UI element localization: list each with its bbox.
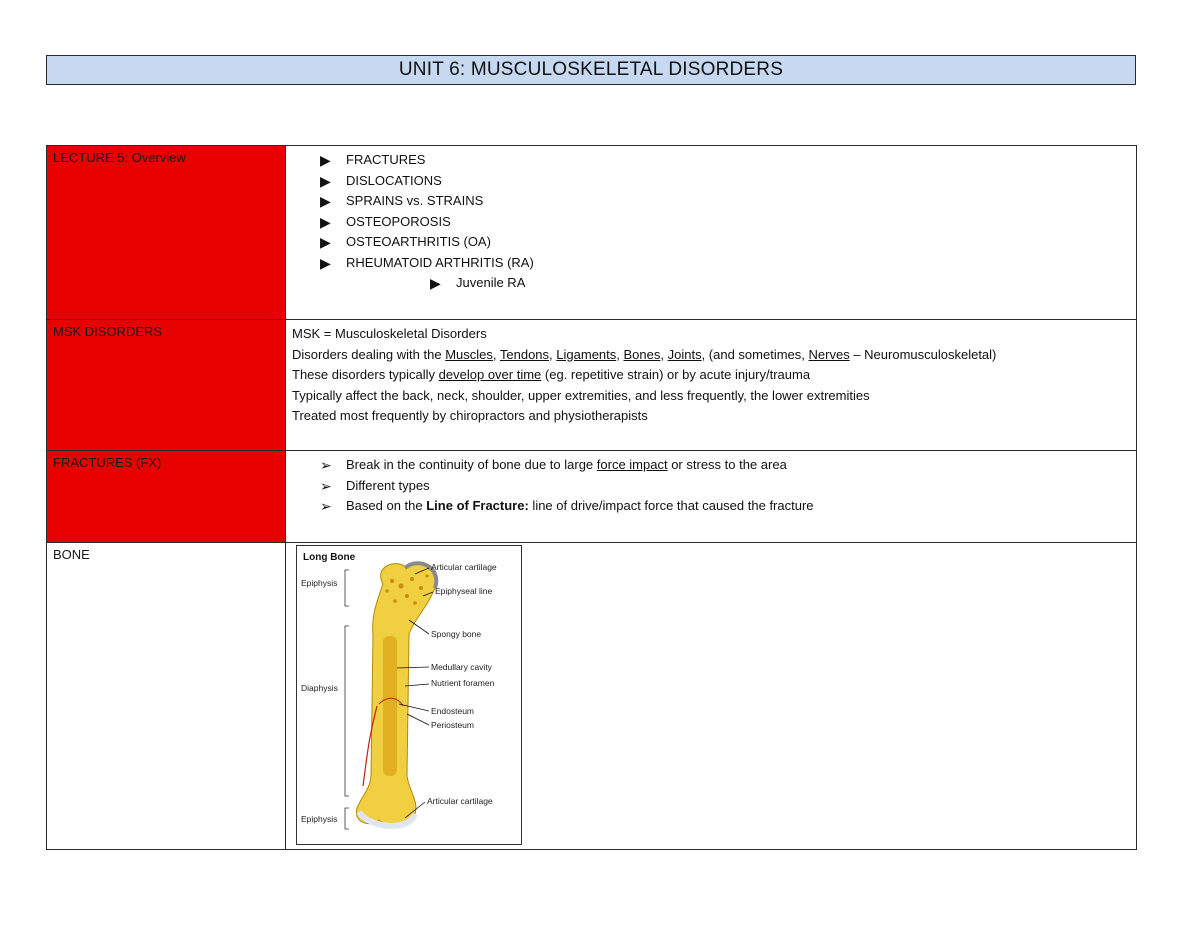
long-bone-illustration xyxy=(297,546,518,841)
label-articular-bottom: Articular cartilage xyxy=(427,796,493,806)
long-bone-diagram xyxy=(296,545,522,845)
arrow-bullet-icon: ▶ xyxy=(320,234,331,251)
label-endosteum: Endosteum xyxy=(431,706,474,716)
arrow-bullet-icon: ▶ xyxy=(320,193,331,210)
list-item: ➢ Different types xyxy=(292,476,1130,497)
arrowhead-bullet-icon: ➢ xyxy=(320,477,332,494)
label-periosteum: Periosteum xyxy=(431,720,474,730)
list-item: ▶ SPRAINS vs. STRAINS xyxy=(292,191,1130,212)
label-epiphyseal-line: Epiphyseal line xyxy=(435,586,493,596)
list-item: ➢ Based on the Line of Fracture: line of drive/impact force that caused the fracture xyxy=(292,496,1130,517)
region-brackets xyxy=(345,570,349,829)
list-item: ▶ DISLOCATIONS xyxy=(292,171,1130,192)
row-label-msk: MSK DISORDERS xyxy=(47,320,286,451)
list-item: ▶ RHEUMATOID ARTHRITIS (RA) xyxy=(292,253,1130,274)
list-item: ▶ OSTEOPOROSIS xyxy=(292,212,1130,233)
list-item: ▶ FRACTURES xyxy=(292,150,1130,171)
notes-table xyxy=(46,145,1137,850)
msk-line: Typically affect the back, neck, shoulder, upper extremities, and less frequently, the lower extremities xyxy=(292,387,870,403)
label-nutrient: Nutrient foramen xyxy=(431,678,495,688)
label-diaphysis: Diaphysis xyxy=(301,683,338,693)
lecture-topics xyxy=(286,146,1137,320)
msk-line: Treated most frequently by chiropractors and physiotherapists xyxy=(292,408,648,423)
arrow-bullet-icon: ▶ xyxy=(320,213,331,230)
fracture-points xyxy=(286,451,1137,543)
label-articular-top: Articular cartilage xyxy=(431,562,497,572)
msk-line: These disorders typically develop over time (eg. repetitive strain) or by acute injury/trauma xyxy=(292,367,811,382)
arrowhead-bullet-icon: ➢ xyxy=(320,457,332,474)
page-title: UNIT 6: MUSCULOSKELETAL DISORDERS xyxy=(46,55,1136,85)
msk-description xyxy=(286,320,1137,451)
row-label-bone: BONE xyxy=(47,543,286,850)
row-msk xyxy=(47,320,1137,451)
row-label-fractures: FRACTURES (FX) xyxy=(47,451,286,543)
arrow-bullet-icon: ▶ xyxy=(430,275,441,292)
msk-line: MSK = Musculoskeletal Disorders xyxy=(292,326,487,341)
list-item: ➢ Break in the continuity of bone due to large force impact or stress to the area xyxy=(292,455,1130,476)
label-spongy: Spongy bone xyxy=(431,629,482,639)
arrow-bullet-icon: ▶ xyxy=(320,254,331,271)
list-item: ▶ OSTEOARTHRITIS (OA) xyxy=(292,232,1130,253)
msk-line: Disorders dealing with the Muscles, Tendons, Ligaments, Bones, Joints, (and sometimes, Nerves – Neuromusculoskeletal) xyxy=(292,346,997,362)
row-label-lecture: LECTURE 5: Overview xyxy=(47,146,286,320)
row-bone xyxy=(47,543,1137,850)
medullary-cavity xyxy=(383,636,397,776)
label-medullary: Medullary cavity xyxy=(431,662,492,672)
label-epiphysis-top: Epiphysis xyxy=(301,578,338,588)
row-lecture xyxy=(47,146,1137,320)
label-epiphysis-bottom: Epiphysis xyxy=(301,814,338,824)
row-fractures xyxy=(47,451,1137,543)
diagram-title: Long Bone xyxy=(303,552,356,563)
list-subitem: ▶ Juvenile RA xyxy=(292,273,1130,294)
arrow-bullet-icon: ▶ xyxy=(320,172,331,189)
arrowhead-bullet-icon: ➢ xyxy=(320,498,332,515)
bone-cell xyxy=(286,543,1137,850)
arrow-bullet-icon: ▶ xyxy=(320,152,331,169)
